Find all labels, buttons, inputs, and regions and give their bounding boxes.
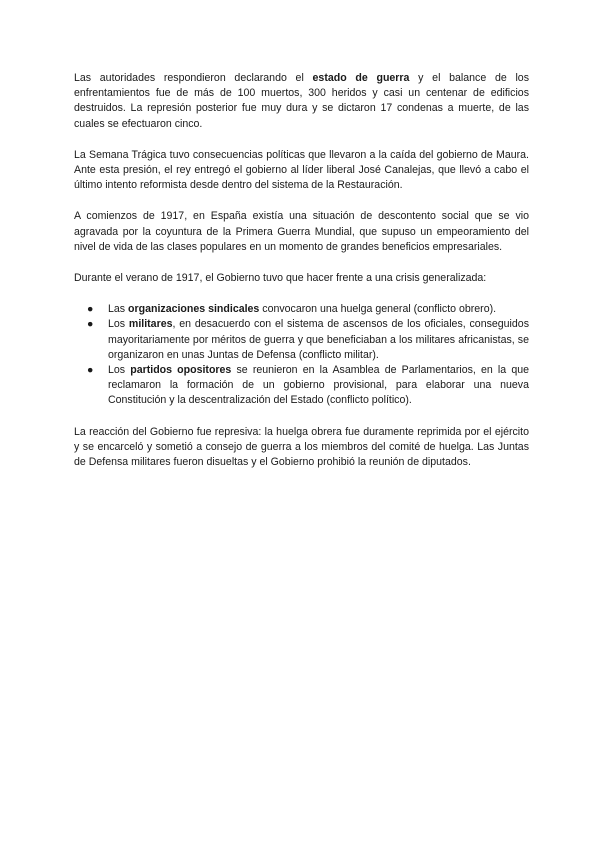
bold-term: militares [128,318,173,331]
list-item [74,317,529,363]
text-run: convocaron una huelga general (conflicto obrero). [259,303,497,316]
text-run: Durante el verano de 1917, el Gobierno tuvo que hacer frente a una crisis generalizada: [74,272,487,285]
bold-term: organizaciones sindicales [128,303,260,316]
list-item [74,363,529,409]
bold-term: estado de guerra [312,72,410,84]
text-run: y el balance de los enfrentamientos fue de más de 100 muertos, 300 heridos y casi un centenar de edificios destruidos. La represión posterior fue muy dura y se dictaron 17 condenas a muerte, de las cuales se efectuaron cinco. [74,72,530,130]
paragraph-estado-de-guerra [74,71,529,132]
text-run: La reacción del Gobierno fue represiva: la huelga obrera fue duramente reprimida por el ejército y se encarceló y sometió a consejo de guerra a los miembros del comité de huelga. Las Juntas de Defensa militares fueron disueltas y el Gobierno prohibió la reunión de diputados. [74,425,529,469]
text-run: La Semana Trágica tuvo consecuencias políticas que llevaron a la caída del gobierno de Maura. Ante esta presión, el rey entregó el gobierno al líder liberal José Canalejas, que llevó a cabo el último intento reformista desde dentro del sistema de la Restauración. [74,148,529,192]
paragraph-comienzos-1917 [74,209,529,255]
crisis-list [74,302,529,408]
text-run: A comienzos de 1917, en España existía una situación de descontento social que se vio agravada por la coyuntura de la Primera Guerra Mundial, que supuso un empeoramiento del nivel de vida de las clases populares en un momento de grandes beneficios empresariales. [74,210,529,253]
bullet-icon: ● [87,303,94,316]
text-run: Los [108,318,129,331]
paragraph-verano-1917 [74,271,529,286]
bullet-icon: ● [87,318,94,331]
text-run: se reunieron en la Asamblea de Parlamentarios, en la que reclamaron la formación de un gobierno provisional, para elaborar una nueva Constitución y la descentralización del Estado (conflicto político). [108,364,529,407]
list-item [74,302,529,317]
bold-term: partidos opositores [130,364,232,377]
bullet-icon: ● [87,364,94,377]
text-run: Los [108,364,131,377]
paragraph-reaccion-gobierno [74,425,529,471]
text-run: , en desacuerdo con el sistema de ascensos de los oficiales, conseguidos mayoritariamente por méritos de guerra y que beneficiaban a los militares africanistas, se organizaron en unas Juntas de Defensa (conflicto militar). [108,318,529,361]
document-body [74,71,529,486]
text-run: Las [108,303,129,316]
paragraph-semana-tragica [74,148,529,194]
text-run: Las autoridades respondieron declarando el [74,72,313,84]
